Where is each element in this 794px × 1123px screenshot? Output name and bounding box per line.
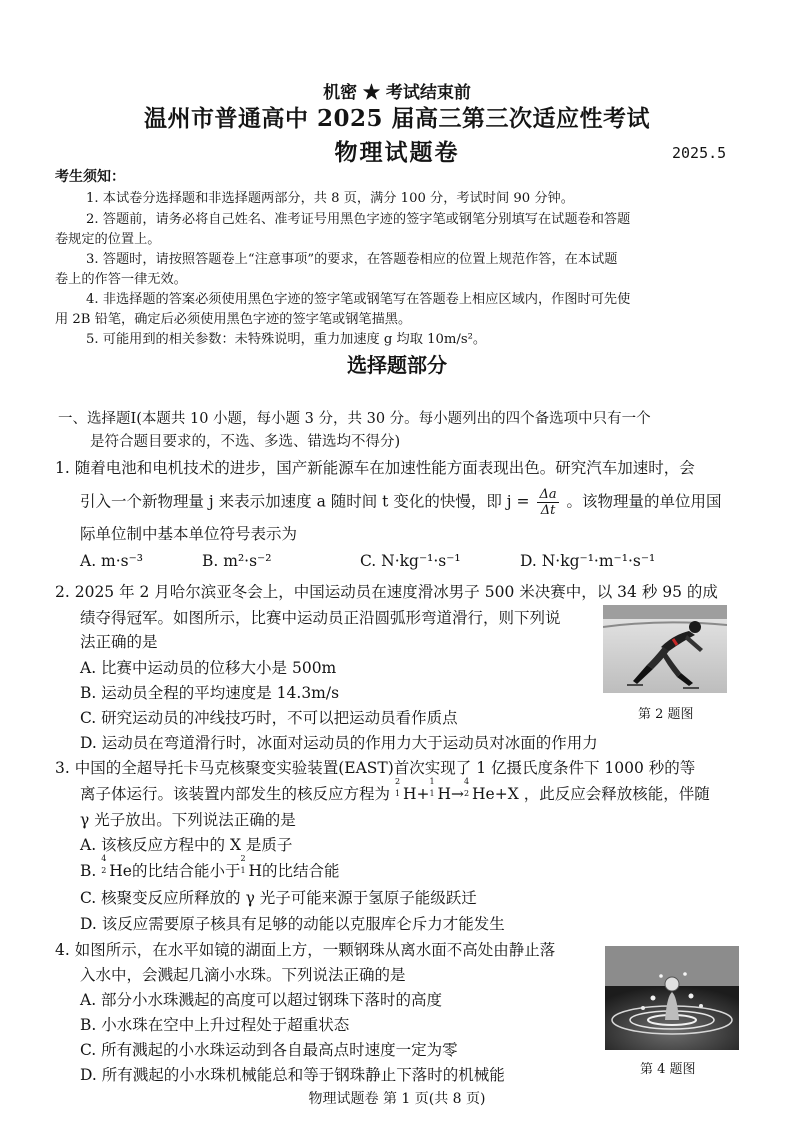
q3-option-a: A. 该核反应方程中的 X 是质子 xyxy=(80,836,293,854)
q4-line: 4. 如图所示，在水平如镜的湖面上方，一颗钢珠从离水面不高处由静止落 xyxy=(55,941,556,959)
notice-line: 1. 本试卷分选择题和非选择题两部分，共 8 页，满分 100 分，考试时间 90 分钟。 xyxy=(86,191,574,206)
section-title: 选择题部分 xyxy=(347,353,447,377)
splash-illustration xyxy=(605,946,739,1050)
speed-skater-photo xyxy=(603,605,727,693)
q3-line: γ 光子放出。下列说法正确的是 xyxy=(80,811,296,829)
exam-date: 2025.5 xyxy=(672,144,727,162)
frac-denominator: Δt xyxy=(540,503,556,518)
notice-line: 2. 答题前，请务必将自己姓名、准考证号用黑色字迹的签字笔或钢笔分别填写在试题卷和答题 xyxy=(86,212,631,227)
nuclide-h2: H xyxy=(402,785,417,803)
q1-text: 。该物理量的单位用国 xyxy=(566,492,722,511)
nuclide-he: He xyxy=(109,862,132,880)
q1-option-a: A. m·s⁻³ xyxy=(80,552,144,570)
q2-line: 法正确的是 xyxy=(80,633,158,651)
confidential-label: 机密 ★ 考试结束前 xyxy=(323,83,471,103)
q2-option-a: A. 比赛中运动员的位移大小是 500m xyxy=(80,659,337,677)
q2-option-d: D. 运动员在弯道滑行时，冰面对运动员的作用力大于运动员对冰面的作用力 xyxy=(80,734,598,752)
jerk-fraction xyxy=(537,487,558,518)
water-splash-photo xyxy=(605,946,739,1050)
q3-option-c: C. 核聚变反应所释放的 γ 光子可能来源于氢原子能级跃迁 xyxy=(80,889,477,907)
nuclide-h2: H xyxy=(248,862,263,880)
notice-line: 用 2B 铅笔，确定后必须使用黑色字迹的签字笔或钢笔描黑。 xyxy=(55,312,412,327)
q2-line: 2. 2025 年 2 月哈尔滨亚冬会上，中国运动员在速度滑冰男子 500 米决赛中，以 34 秒 95 的成 xyxy=(55,583,718,601)
notice-line: 4. 非选择题的答案必须使用黑色字迹的签字笔或钢笔写在答题卷上相应区域内，作图时可先使 xyxy=(86,292,631,307)
q2-line: 绩夺得冠军。如图所示，比赛中运动员正沿圆弧形弯道滑行，则下列说 xyxy=(80,609,561,627)
q1-option-c: C. N·kg⁻¹·s⁻¹ xyxy=(360,552,461,570)
q3-option-d: D. 该反应需要原子核具有足够的动能以克服库仑斥力才能发生 xyxy=(80,915,505,933)
eq-arrow: → xyxy=(451,785,465,803)
q4-option-b: B. 小水珠在空中上升过程处于超重状态 xyxy=(80,1016,350,1034)
q3-line: 3. 中国的全超导托卡马克核聚变实验装置(EAST)首次实现了 1 亿摄氏度条件下 1000 秒的等 xyxy=(55,759,696,777)
q4-caption: 第 4 题图 xyxy=(640,1062,696,1077)
skater-illustration xyxy=(603,605,727,693)
notice-line: 卷上的作答一律无效。 xyxy=(55,272,187,287)
notice-line: 卷规定的位置上。 xyxy=(55,232,161,247)
section-heading: 一、选择题Ⅰ(本题共 10 小题，每小题 3 分，共 30 分。每小题列出的四个备选项中只有一个 xyxy=(58,411,651,427)
nuclide-h2-label: 2 1 xyxy=(394,777,401,798)
q3-option-b-letter: B. xyxy=(80,862,97,880)
paper-subtitle: 物理试题卷 xyxy=(334,139,460,166)
q3-option-b-text: 的比结合能 xyxy=(262,862,340,880)
notice-line: 3. 答题时，请按照答题卷上“注意事项”的要求，在答题卷相应的位置上规范作答，在本试题 xyxy=(86,252,618,267)
q1-option-d: D. N·kg⁻¹·m⁻¹·s⁻¹ xyxy=(520,552,656,570)
q1-option-b: B. m²·s⁻² xyxy=(202,552,272,570)
q2-option-b: B. 运动员全程的平均速度是 14.3m/s xyxy=(80,684,340,702)
notice-line: 5. 可能用到的相关参数：未特殊说明，重力加速度 g 均取 10m/s²。 xyxy=(86,332,487,347)
nuclide-h2-label: 2 1 xyxy=(240,854,246,875)
section-heading-cont: 是符合题目要求的，不选、多选、错选均不得分) xyxy=(90,434,401,450)
frac-numerator: Δa xyxy=(539,487,557,502)
q3-text: 离子体运行。该装置内部发生的核反应方程为 xyxy=(80,785,391,803)
q2-caption: 第 2 题图 xyxy=(638,707,694,722)
nuclide-h1: H xyxy=(437,785,452,803)
nuclide-he-label: 4 2 xyxy=(464,777,470,798)
nuclide-h1-label: 1 1 xyxy=(429,777,435,798)
q4-option-c: C. 所有溅起的小水珠运动到各自最高点时速度一定为零 xyxy=(80,1041,458,1059)
q1-line: 际单位制中基本单位符号表示为 xyxy=(80,525,298,543)
eq-plus: + xyxy=(416,785,430,803)
notice-title: 考生须知： xyxy=(55,169,125,185)
q4-option-d: D. 所有溅起的小水珠机械能总和等于钢珠静止下落时的机械能 xyxy=(80,1066,505,1084)
exam-title: 温州市普通高中 2025 届高三第三次适应性考试 xyxy=(143,105,651,132)
q3-line-equation xyxy=(80,777,710,804)
nuclide-he-label: 4 2 xyxy=(101,854,107,875)
q3-option-b-text: 的比结合能小于 xyxy=(131,862,241,880)
q3-text: ，此反应会释放核能，伴随 xyxy=(523,785,710,803)
q3-option-b xyxy=(80,854,340,881)
eq-x: +X xyxy=(494,785,519,803)
nuclide-he: He xyxy=(472,785,495,803)
q1-line-formula xyxy=(80,487,722,518)
page-footer: 物理试题卷 第 1 页(共 8 页) xyxy=(308,1091,486,1107)
q1-text: 引入一个新物理量 j 来表示加速度 a 随时间 t 变化的快慢，即 j = xyxy=(80,492,530,511)
q1-line: 1. 随着电池和电机技术的进步，国产新能源车在加速性能方面表现出色。研究汽车加速时，会 xyxy=(55,459,695,477)
q2-option-c: C. 研究运动员的冲线技巧时，不可以把运动员看作质点 xyxy=(80,709,458,727)
q4-option-a: A. 部分小水珠溅起的高度可以超过钢珠下落时的高度 xyxy=(80,991,443,1009)
q4-line: 入水中，会溅起几滴小水珠。下列说法正确的是 xyxy=(80,966,406,984)
